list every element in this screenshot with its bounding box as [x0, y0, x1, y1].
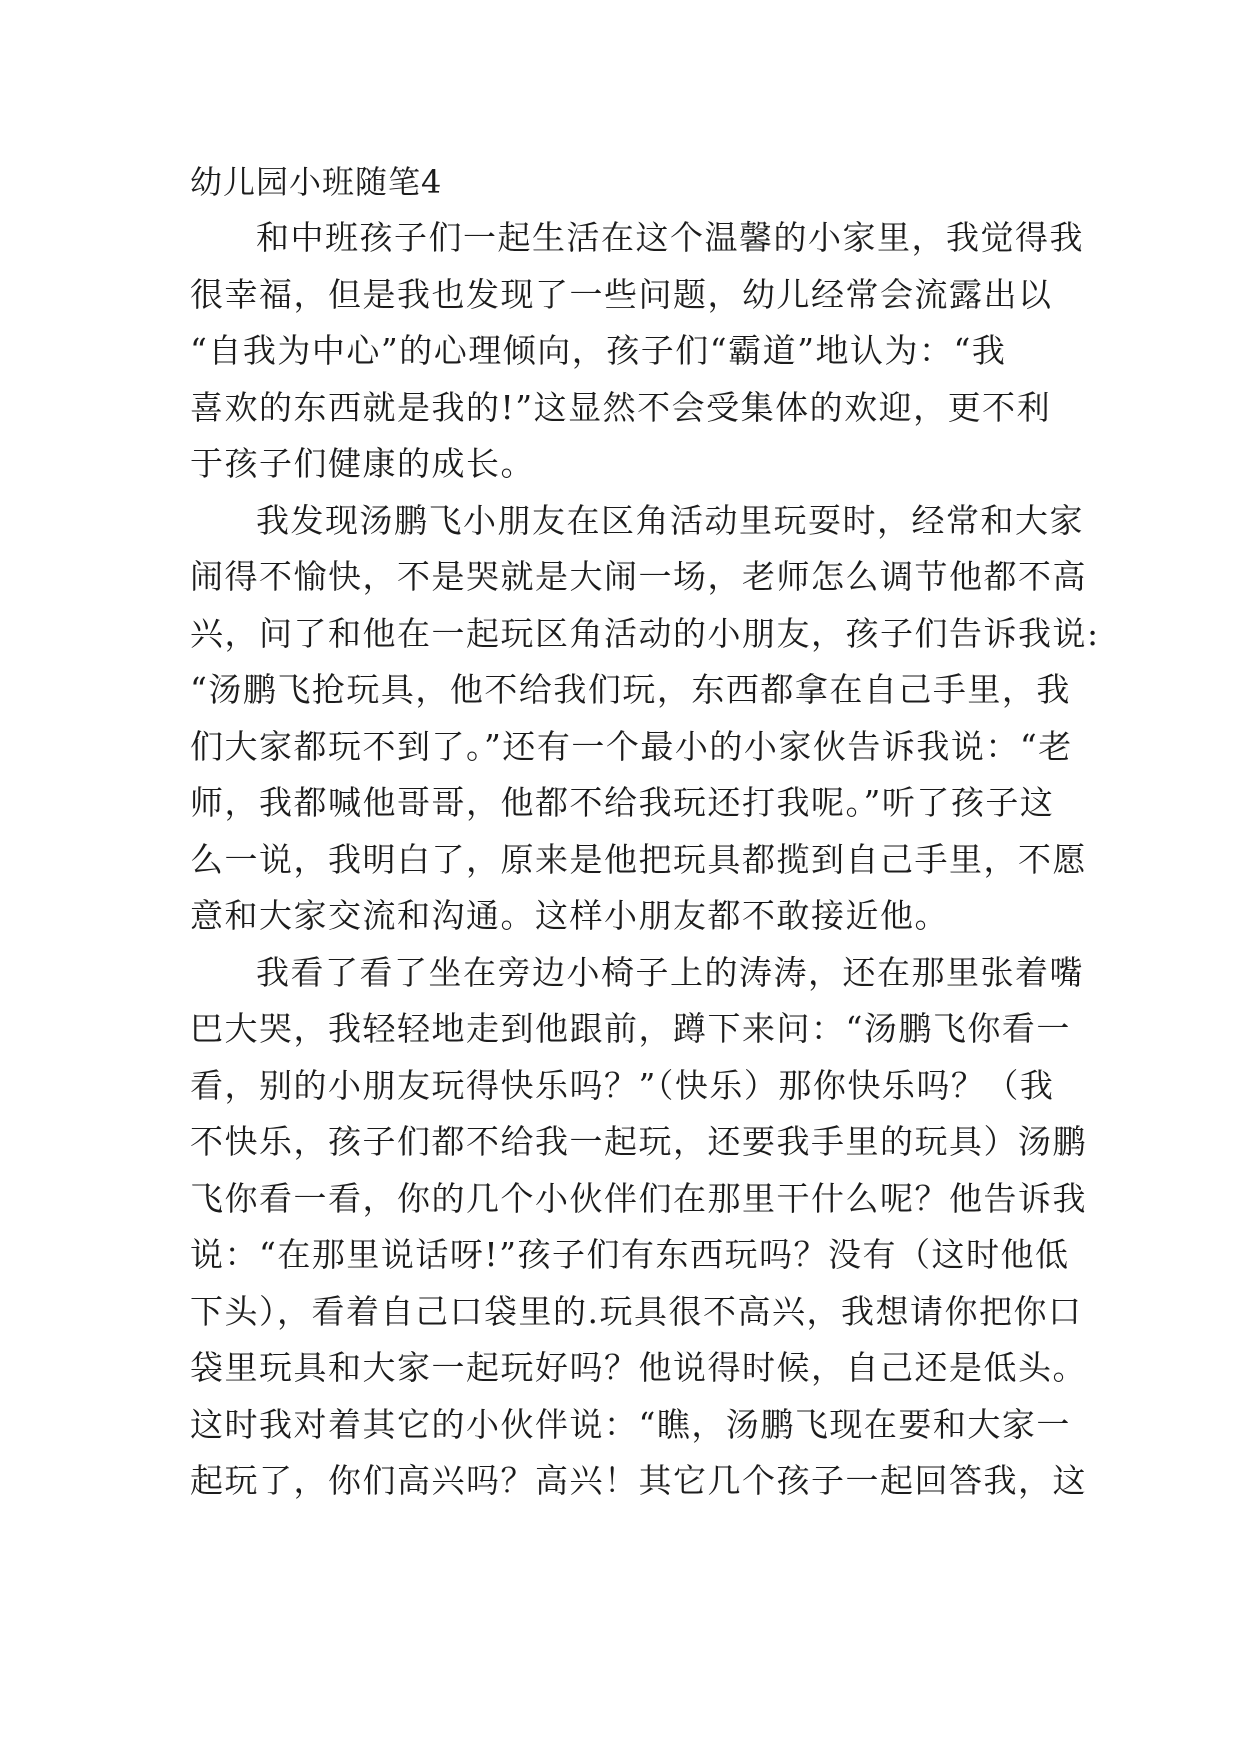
text-line: 袋里玩具和大家一起玩好吗？他说得时候，自己还是低头。 — [190, 1348, 1087, 1387]
text-line: 我发现汤鹏飞小朋友在区角活动里玩耍时，经常和大家 — [256, 500, 1084, 540]
text-line: 么一说，我明白了，原来是他把玩具都揽到自己手里，不愿 — [190, 839, 1087, 879]
text-line: 师，我都喊他哥哥，他都不给我玩还打我呢。”听了孩子这 — [190, 783, 1055, 822]
text-line: 下头），看着自己口袋里的.玩具很不高兴，我想请你把你口 — [190, 1291, 1083, 1331]
text-line: 兴，问了和他在一起玩区角活动的小朋友，孩子们告诉我说: — [190, 613, 1100, 653]
text-line: 不快乐，孩子们都不给我一起玩，还要我手里的玩具）汤鹏 — [190, 1122, 1087, 1161]
paragraph — [190, 493, 1100, 945]
text-line: 看，别的小朋友玩得快乐吗？”（快乐）那你快乐吗？（我 — [190, 1065, 1055, 1105]
text-line: “汤鹏飞抢玩具，他不给我们玩，东西都拿在自己手里，我 — [190, 670, 1071, 709]
text-line: 巴大哭，我轻轻地走到他跟前，蹲下来问：“汤鹏飞你看一 — [190, 1009, 1071, 1048]
paragraph — [190, 210, 1084, 493]
text-line: 和中班孩子们一起生活在这个温馨的小家里，我觉得我 — [256, 218, 1084, 257]
text-line: 我看了看了坐在旁边小椅子上的涛涛，还在那里张着嘴 — [256, 952, 1084, 992]
text-line: 意和大家交流和沟通。这样小朋友都不敢接近他。 — [190, 896, 949, 935]
text-line: 飞你看一看，你的几个小伙伴们在那里干什么呢？他告诉我 — [190, 1178, 1087, 1218]
text-line: 们大家都玩不到了。”还有一个最小的小家伙告诉我说：“老 — [190, 726, 1073, 766]
text-line: “自我为中心”的心理倾向，孩子们“霸道”地认为：“我 — [190, 331, 1007, 370]
text-line: 起玩了，你们高兴吗？高兴！其它几个孩子一起回答我，这 — [190, 1461, 1087, 1500]
text-line: 闹得不愉快，不是哭就是大闹一场，老师怎么调节他都不高 — [190, 557, 1087, 596]
text-line: 喜欢的东西就是我的!”这显然不会受集体的欢迎，更不利 — [190, 387, 1052, 427]
text-line: 于孩子们健康的成长。 — [190, 444, 535, 483]
text-line: 很幸福，但是我也发现了一些问题，幼儿经常会流露出以 — [190, 274, 1053, 314]
document-page — [190, 154, 1100, 1510]
document-body — [190, 210, 1100, 1510]
document-title: 幼儿园小班随笔4 — [190, 163, 443, 201]
paragraph — [190, 945, 1087, 1510]
text-line: 说：“在那里说话呀!”孩子们有东西玩吗？没有（这时他低 — [190, 1235, 1070, 1274]
text-line: 这时我对着其它的小伙伴说：“瞧，汤鹏飞现在要和大家一 — [190, 1404, 1071, 1444]
